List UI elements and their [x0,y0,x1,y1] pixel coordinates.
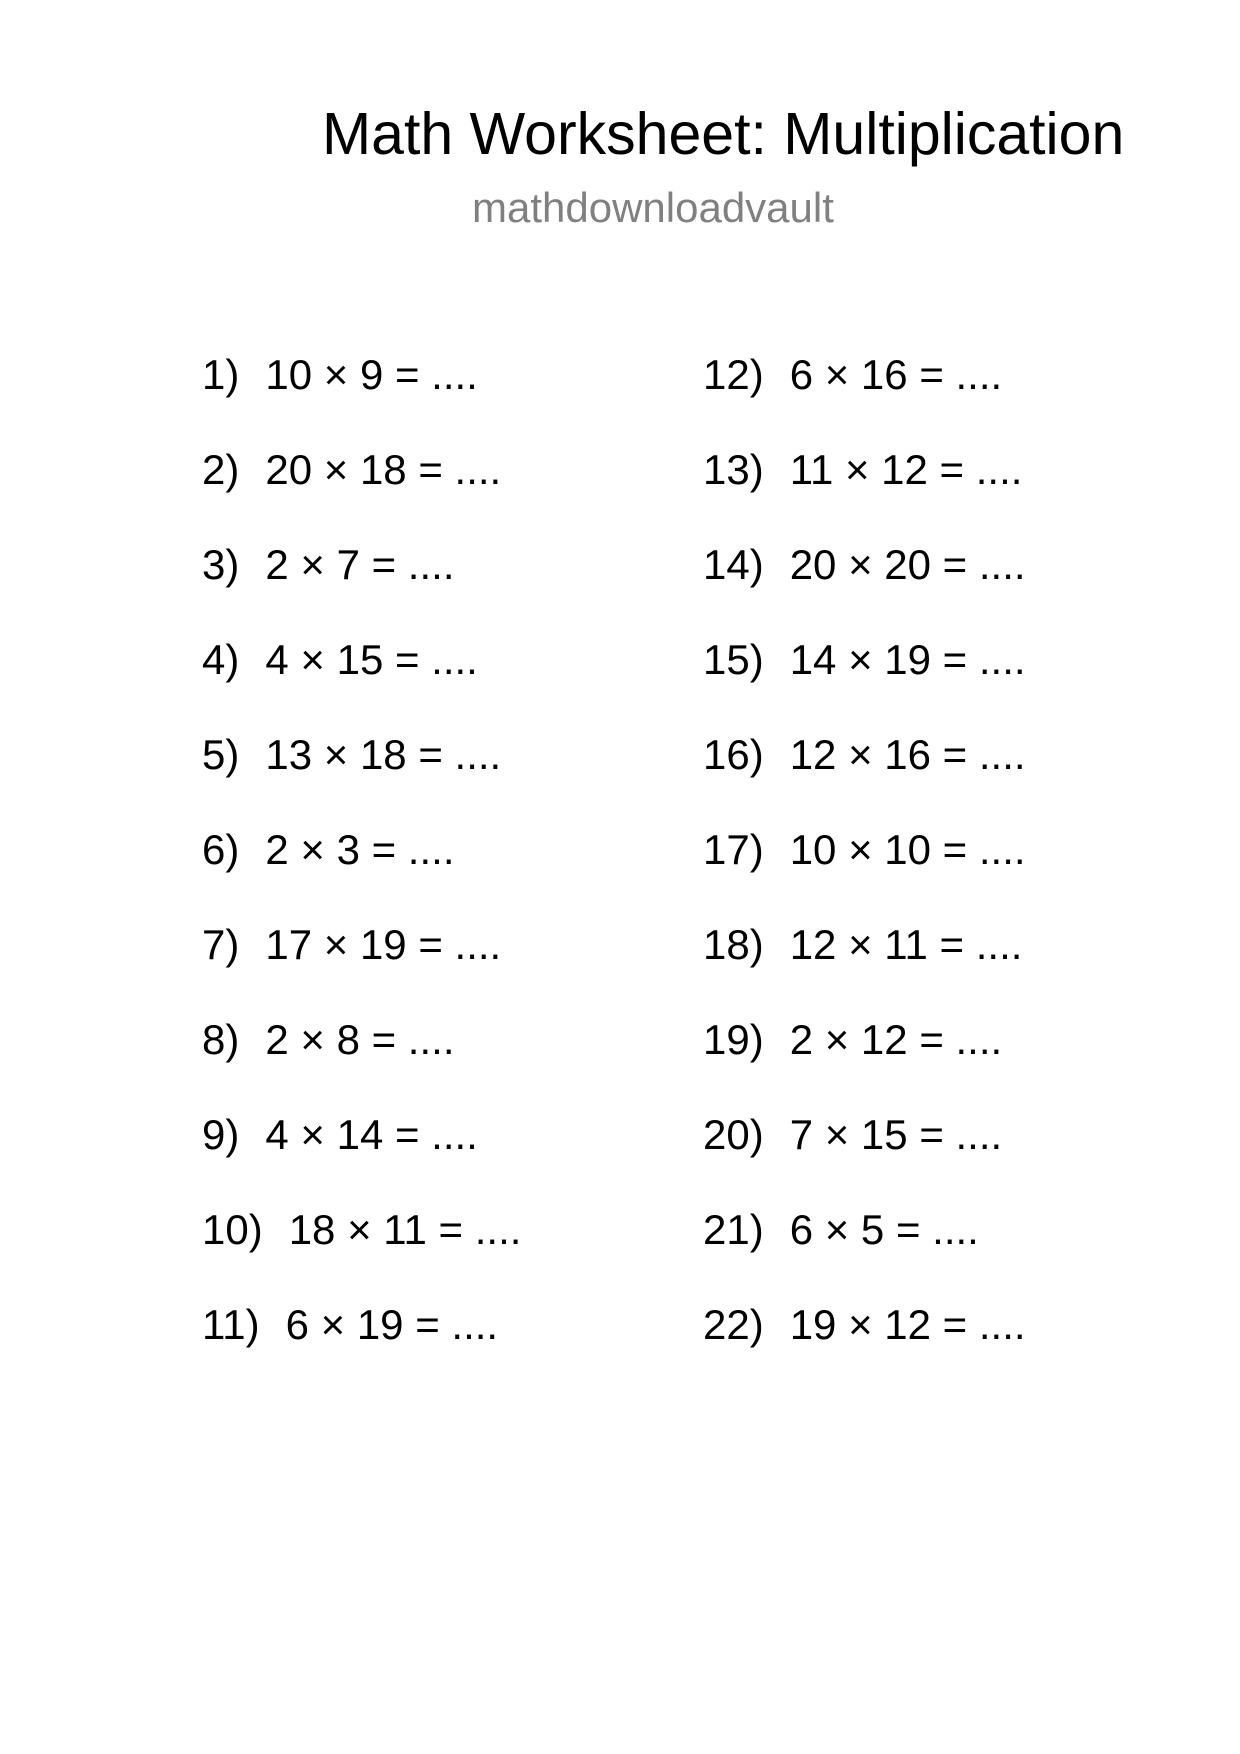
problem-item [202,350,521,445]
problem-expression: 20 × 18 = .... [265,446,502,493]
problem-expression: 18 × 11 = .... [288,1206,522,1253]
problem-item [703,920,1026,1015]
worksheet-subtitle: mathdownloadvault [472,184,834,231]
problem-expression: 2 × 12 = .... [789,1016,1003,1063]
problem-number: 15) [703,636,764,683]
problem-column-right [703,350,1026,1395]
problem-expression: 2 × 7 = .... [265,541,455,588]
problem-item [202,540,521,635]
problem-expression: 10 × 10 = .... [789,826,1026,873]
problem-number: 13) [703,446,764,493]
problem-item [703,1300,1026,1395]
problem-expression: 4 × 14 = .... [265,1111,478,1158]
problem-number: 3) [202,541,240,588]
problem-number: 1) [202,351,240,398]
problem-expression: 10 × 9 = .... [265,351,478,398]
problem-expression: 4 × 15 = .... [265,636,478,683]
worksheet-title: Math Worksheet: Multiplication [322,101,1125,167]
problem-item [202,1205,521,1300]
problem-expression: 6 × 5 = .... [789,1206,979,1253]
problem-number: 8) [202,1016,240,1063]
problem-number: 12) [703,351,764,398]
problem-number: 14) [703,541,764,588]
problem-expression: 12 × 16 = .... [789,731,1026,778]
problem-item [703,350,1026,445]
problem-expression: 11 × 12 = .... [789,446,1023,493]
problem-number: 10) [202,1206,263,1253]
problem-number: 2) [202,446,240,493]
problem-item [202,920,521,1015]
problem-expression: 7 × 15 = .... [789,1111,1003,1158]
problem-item [703,635,1026,730]
problem-number: 20) [703,1111,764,1158]
problem-number: 11) [202,1301,260,1348]
problem-expression: 6 × 19 = .... [285,1301,499,1348]
problem-item [703,445,1026,540]
problem-item [202,1015,521,1110]
problem-number: 22) [703,1301,764,1348]
problem-item [703,1110,1026,1205]
problem-item [703,730,1026,825]
problem-item [703,1015,1026,1110]
problem-number: 17) [703,826,764,873]
problem-expression: 20 × 20 = .... [789,541,1026,588]
problem-number: 5) [202,731,240,778]
problem-number: 6) [202,826,240,873]
problem-item [202,445,521,540]
problem-item [202,1300,521,1395]
problem-number: 16) [703,731,764,778]
problem-item [202,825,521,920]
problem-expression: 2 × 3 = .... [265,826,455,873]
problem-item [703,540,1026,635]
problem-expression: 12 × 11 = .... [789,921,1023,968]
problem-number: 19) [703,1016,764,1063]
problem-number: 21) [703,1206,764,1253]
problem-number: 4) [202,636,240,683]
problem-expression: 6 × 16 = .... [789,351,1003,398]
problem-item [703,825,1026,920]
problem-number: 7) [202,921,240,968]
problem-expression: 19 × 12 = .... [789,1301,1026,1348]
problem-number: 18) [703,921,764,968]
problem-expression: 2 × 8 = .... [265,1016,455,1063]
problem-number: 9) [202,1111,240,1158]
problem-expression: 13 × 18 = .... [265,731,502,778]
problem-item [202,730,521,825]
problem-item [202,635,521,730]
problem-expression: 14 × 19 = .... [789,636,1026,683]
problem-expression: 17 × 19 = .... [265,921,502,968]
problem-column-left [202,350,521,1395]
problem-item [703,1205,1026,1300]
problem-item [202,1110,521,1205]
